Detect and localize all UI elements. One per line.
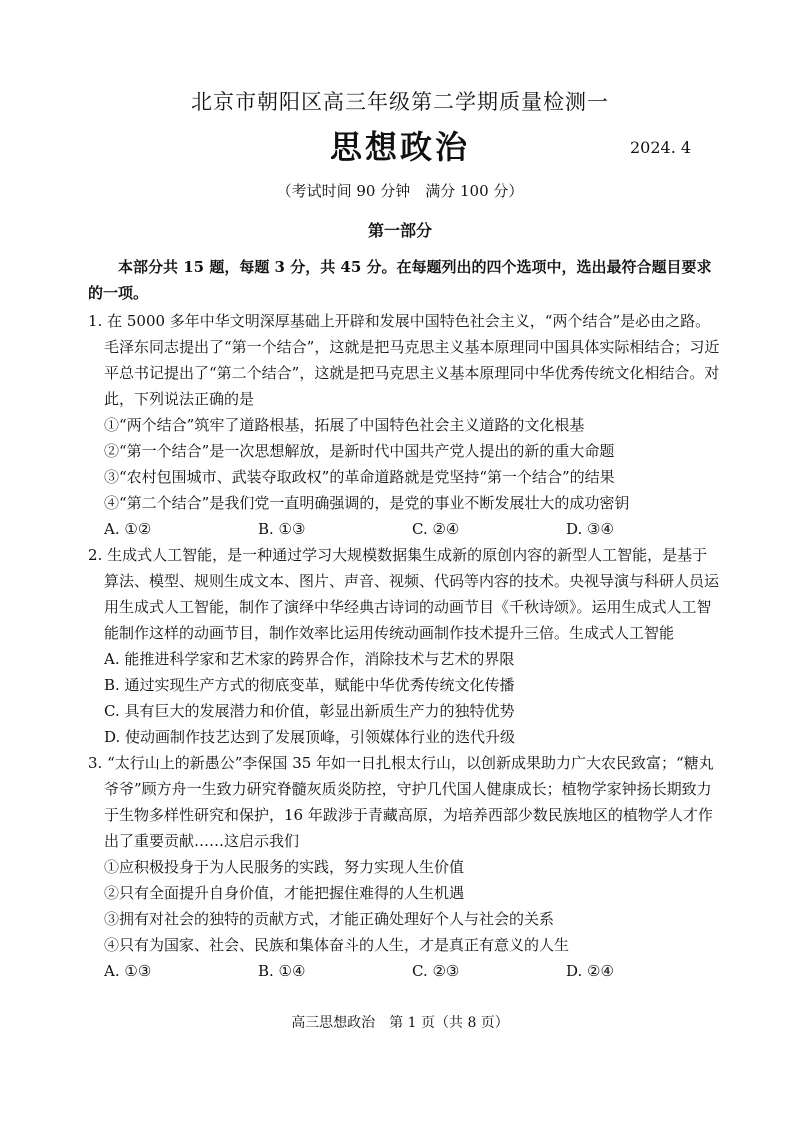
statement-item: ④“第二个结合”是我们党一直明确强调的，是党的事业不断发展壮大的成功密钥 <box>104 494 630 512</box>
statement-item: ②只有全面提升自身价值，才能把握住难得的人生机遇 <box>104 884 465 902</box>
statement-item: ③拥有对社会的独特的贡献方式，才能正确处理好个人与社会的关系 <box>104 910 555 928</box>
exam-info: （考试时间 90 分钟 满分 100 分） <box>276 182 524 200</box>
exam-date: 2024. 4 <box>630 138 692 157</box>
statement-item: ②“第一个结合”是一次思想解放，是新时代中国共产党人提出的新的重大命题 <box>104 442 615 460</box>
question-3 <box>88 750 720 984</box>
choice-a: A. ①② <box>104 520 152 538</box>
question-stem <box>88 750 720 854</box>
question-text: “太行山上的新愚公”李保国 35 年如一日扎根太行山，以创新成果助力广大农民致富；“糖丸爷爷”顾方舟一生致力研究脊髓灰质炎防控，守护几代国人健康成长；植物学家钟扬长期致力于生物多样性研究和保护，16 年跋涉于青藏高原，为培养西部少数民族地区的植物学人才作出了重要贡献……这启示我们 <box>104 754 714 850</box>
statement-item: ①“两个结合”筑牢了道路根基，拓展了中国特色社会主义道路的文化根基 <box>104 416 585 434</box>
statement-item: ④只有为国家、社会、民族和集体奋斗的人生，才是真正有意义的人生 <box>104 936 570 954</box>
choice-c: C. ②③ <box>412 962 460 980</box>
question-stem <box>88 542 720 646</box>
choice-b: B. ①③ <box>258 520 306 538</box>
option-a: A. 能推进科学家和艺术家的跨界合作，消除技术与艺术的界限 <box>104 650 515 668</box>
choice-a: A. ①③ <box>104 962 152 980</box>
page-footer: 高三思想政治 第 1 页（共 8 页） <box>291 1015 509 1031</box>
exam-header-title: 北京市朝阳区高三年级第二学期质量检测一 <box>191 90 609 114</box>
question-number: 3. <box>88 754 103 772</box>
questions-content <box>88 254 720 984</box>
statement-item: ①应积极投身于为人民服务的实践，努力实现人生价值 <box>104 858 465 876</box>
answer-choices <box>88 516 720 542</box>
choice-b: B. ①④ <box>258 962 306 980</box>
statement-item: ③“农村包围城市、武装夺取政权”的革命道路就是党坚持“第一个结合”的结果 <box>104 468 615 486</box>
choice-c: C. ②④ <box>412 520 460 538</box>
question-text: 生成式人工智能，是一种通过学习大规模数据集生成新的原创内容的新型人工智能，是基于算法、模型、规则生成文本、图片、声音、视频、代码等内容的技术。央视导演与科研人员运用生成式人工智能，制作了演绎中华经典古诗词的动画节目《千秋诗颂》。运用生成式人工智能制作这样的动画节目，制作效率比运用传统动画制作技术提升三倍。生成式人工智能 <box>104 546 720 642</box>
question-number: 2. <box>88 546 103 564</box>
question-number: 1. <box>88 312 103 330</box>
subject-title: 思想政治 <box>329 128 470 166</box>
part-title: 第一部分 <box>367 221 432 240</box>
question-2 <box>88 542 720 750</box>
instructions: 本部分共 15 题，每题 3 分，共 45 分。在每题列出的四个选项中，选出最符合题目要求的一项。 <box>88 258 712 302</box>
question-stem <box>88 308 720 412</box>
option-d: D. 使动画制作技艺达到了发展顶峰，引领媒体行业的迭代升级 <box>104 728 516 746</box>
option-b: B. 通过实现生产方式的彻底变革，赋能中华优秀传统文化传播 <box>104 676 515 694</box>
question-1 <box>88 308 720 542</box>
choice-d: D. ②④ <box>566 962 614 980</box>
question-text: 在 5000 多年中华文明深厚基础上开辟和发展中国特色社会主义，“两个结合”是必由之路。毛泽东同志提出了“第一个结合”，这就是把马克思主义基本原理同中国具体实际相结合；习近平总书记提出了“第二个结合”，这就是把马克思主义基本原理同中华优秀传统文化相结合。对此，下列说法正确的是 <box>104 312 720 408</box>
choice-d: D. ③④ <box>566 520 614 538</box>
option-c: C. 具有巨大的发展潜力和价值，彰显出新质生产力的独特优势 <box>104 702 515 720</box>
answer-choices <box>88 958 720 984</box>
